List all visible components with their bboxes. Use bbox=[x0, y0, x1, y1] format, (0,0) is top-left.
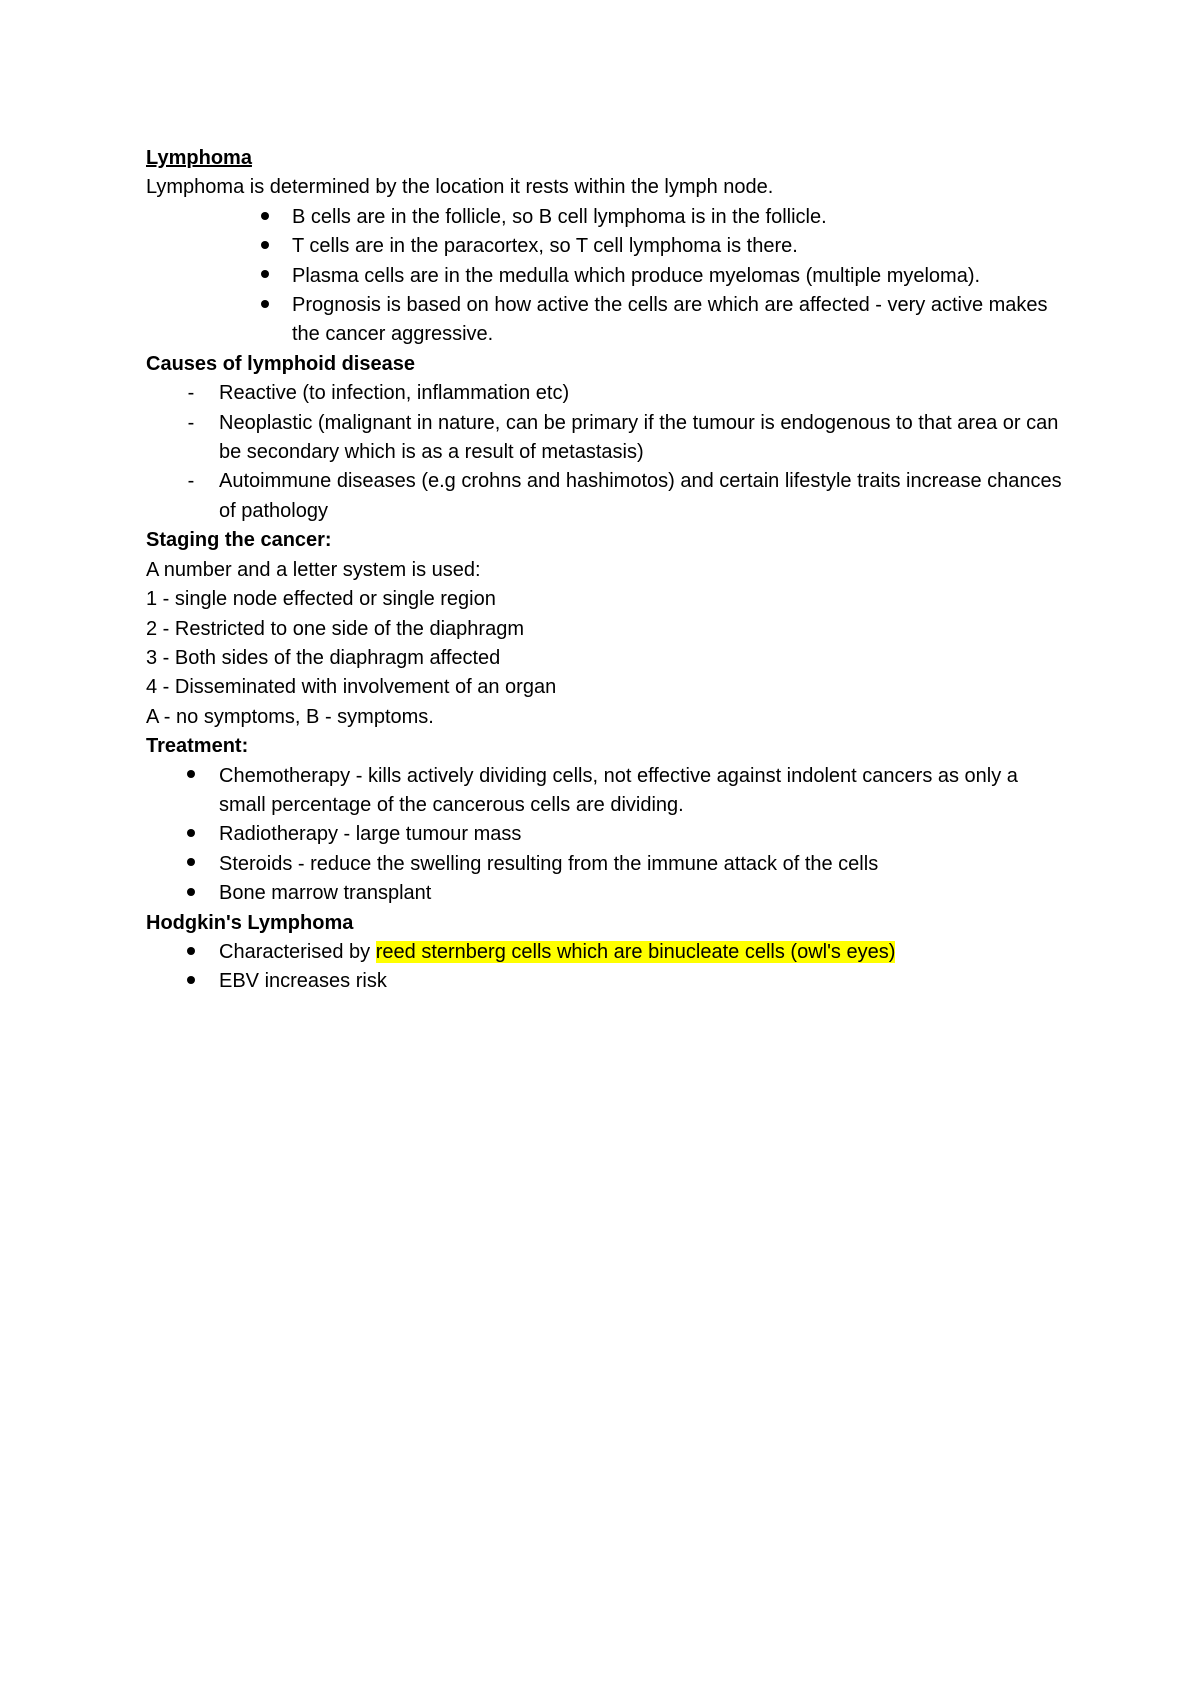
list-item-text: Steroids - reduce the swelling resulting from the immune attack of the cells bbox=[219, 852, 879, 875]
lymphoma-bullet-list bbox=[146, 203, 1066, 350]
dash-icon: - bbox=[187, 382, 195, 405]
bullet-icon bbox=[184, 967, 198, 996]
bullet-icon bbox=[258, 262, 272, 291]
list-item-text: Plasma cells are in the medulla which produce myelomas (multiple myeloma). bbox=[292, 264, 981, 287]
section-title-lymphoma: Lymphoma bbox=[146, 147, 252, 169]
highlighted-text: reed sternberg cells which are binucleate cells (owl's eyes) bbox=[375, 940, 896, 963]
list-item-text: Neoplastic (malignant in nature, can be primary if the tumour is endogenous to that area or can be secondary which is as a result of metastasis) bbox=[219, 411, 1059, 464]
list-item-text: B cells are in the follicle, so B cell lymphoma is in the follicle. bbox=[292, 205, 827, 228]
section-title-treatment: Treatment: bbox=[146, 735, 249, 758]
dash-icon: - bbox=[187, 411, 195, 434]
list-item bbox=[146, 409, 1066, 468]
list-item-text: T cells are in the paracortex, so T cell lymphoma is there. bbox=[292, 235, 798, 258]
section-title-causes: Causes of lymphoid disease bbox=[146, 352, 415, 375]
list-item bbox=[146, 820, 1066, 849]
section-title-staging: Staging the cancer: bbox=[146, 529, 332, 552]
list-item bbox=[146, 203, 1066, 232]
list-item-text: Prognosis is based on how active the cells are which are affected - very active makes the cancer aggressive. bbox=[292, 294, 1048, 346]
dash-icon: - bbox=[187, 470, 195, 493]
treatment-bullet-list bbox=[146, 762, 1066, 909]
list-item-text: Autoimmune diseases (e.g crohns and hashimotos) and certain lifestyle traits increase chances of pathology bbox=[219, 470, 1062, 522]
list-item-text: Bone marrow transplant bbox=[219, 882, 432, 905]
staging-line: 2 - Restricted to one side of the diaphragm bbox=[146, 617, 524, 640]
list-item bbox=[146, 967, 1066, 996]
bullet-icon bbox=[184, 850, 198, 879]
list-item-text: Radiotherapy - large tumour mass bbox=[219, 823, 522, 846]
staging-line: 1 - single node effected or single region bbox=[146, 588, 496, 611]
list-item-text: Reactive (to infection, inflammation etc) bbox=[219, 382, 570, 405]
list-item bbox=[146, 762, 1066, 821]
staging-line: 4 - Disseminated with involvement of an organ bbox=[146, 676, 557, 699]
list-item bbox=[146, 262, 1066, 291]
bullet-icon bbox=[258, 203, 272, 232]
bullet-icon bbox=[184, 762, 198, 791]
section-title-hodgkins: Hodgkin's Lymphoma bbox=[146, 911, 354, 934]
list-item bbox=[146, 850, 1066, 879]
causes-dash-list bbox=[146, 379, 1066, 526]
list-item bbox=[146, 879, 1066, 908]
bullet-icon bbox=[184, 938, 198, 967]
staging-line: A number and a letter system is used: bbox=[146, 558, 481, 581]
list-item bbox=[146, 938, 1066, 967]
lymphoma-intro: Lymphoma is determined by the location it rests within the lymph node. bbox=[146, 176, 774, 199]
bullet-icon bbox=[258, 291, 272, 320]
bullet-icon bbox=[258, 232, 272, 261]
list-item bbox=[146, 232, 1066, 261]
list-item bbox=[146, 379, 1066, 408]
list-item-text: EBV increases risk bbox=[219, 970, 387, 993]
list-item-text: Characterised by bbox=[219, 940, 376, 963]
hodgkins-bullet-list bbox=[146, 938, 1066, 997]
list-item-text: Chemotherapy - kills actively dividing cells, not effective against indolent cancers as only a small percentage of the cancerous cells are dividing. bbox=[219, 764, 1018, 816]
staging-line: 3 - Both sides of the diaphragm affected bbox=[146, 646, 501, 669]
bullet-icon bbox=[184, 879, 198, 908]
staging-line: A - no symptoms, B - symptoms. bbox=[146, 705, 434, 728]
document-content bbox=[146, 144, 1066, 997]
bullet-icon bbox=[184, 820, 198, 849]
list-item bbox=[146, 291, 1066, 350]
list-item bbox=[146, 467, 1066, 526]
